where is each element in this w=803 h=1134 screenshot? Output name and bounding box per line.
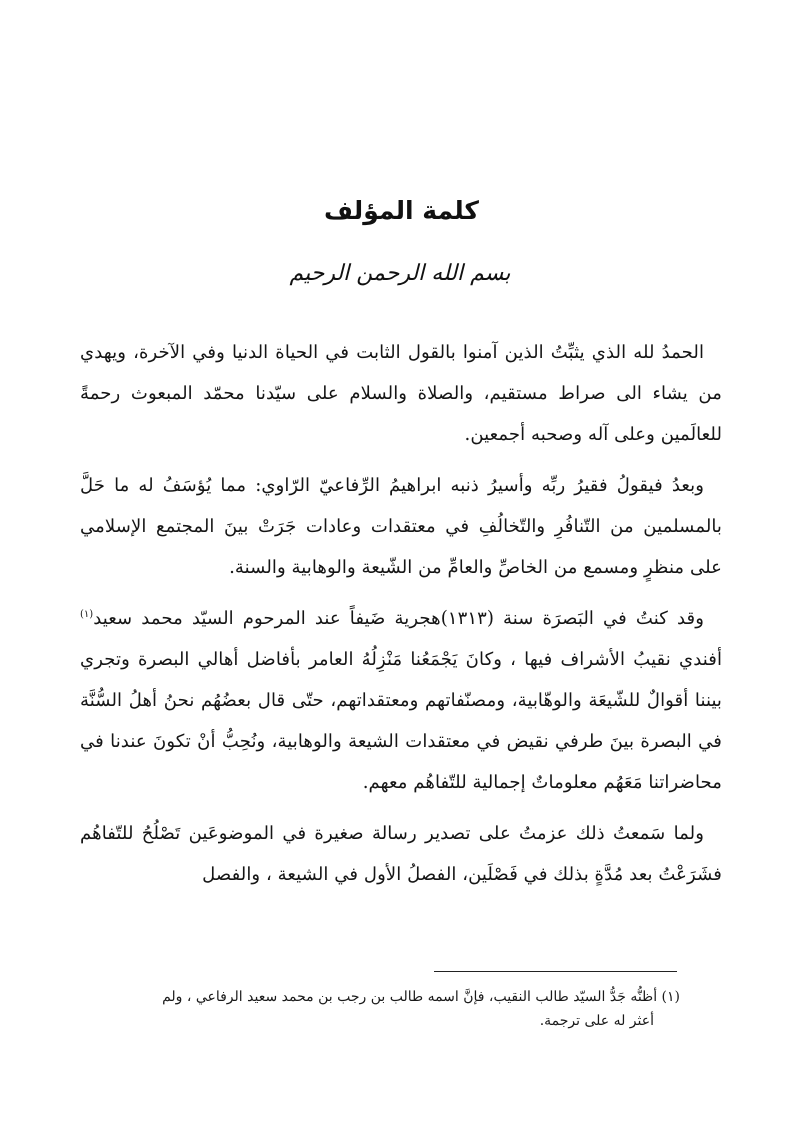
paragraph-3-cont: أفندي نقيبُ الأشراف فيها ، وكانَ يَجْمَعُنا مَنْزِلُهُ العامر بأفاضل أهالي البصرة وتجري بيننا أقوالٌ للشّيعَة والوهّابية، ومصنّفاتهم ومعتقداتهم، حتّى قال بعضُهُم نحنُ أهلُ السُّنَّة في البصرة بينَ طرفي نقيض في معتقدات الشيعة والوهابية، ونُحِبُّ أنْ تكونَ عندنا في محاضراتنا مَعَهُم معلوماتٌ إجمالية للتّفاهُم معهم. bbox=[80, 649, 722, 793]
footnotes bbox=[120, 985, 680, 1033]
chapter-title: كلمة المؤلف bbox=[324, 196, 479, 225]
paragraph-3 bbox=[80, 598, 722, 803]
basmala-calligraphy bbox=[280, 240, 520, 298]
footnote-line-2: أعثر له على ترجمة. bbox=[539, 1013, 654, 1029]
footnote-line-1: (١) أظنُّه جَدُّ السيّد طالب النقيب، فإنَّ اسمه طالب بن رجب بن محمد سعيد الرفاعي ، ولم bbox=[162, 989, 680, 1005]
footnote-reference[interactable]: (١) bbox=[80, 608, 94, 620]
body-text bbox=[80, 332, 722, 905]
basmala-text: بسم الله الرحمن الرحيم bbox=[289, 261, 511, 286]
paragraph-4: ولما سَمعتُ ذلك عزمتُ على تصدير رسالة صغيرة في الموضوعَين تَصْلُحُ للتّفاهُم فشَرَعْتُ بعد مُدَّةٍ بذلك في فَصْلَين، الفصلُ الأول في الشيعة ، والفصل bbox=[80, 823, 722, 885]
paragraph-2: وبعدُ فيقولُ فقيرُ ربِّه وأسيرُ ذنبه ابراهيمُ الرِّفاعيّ الرّاوي: مما يُؤسَفُ له ما حَلَّ بالمسلمين من التّنافُرِ والتّخالُفِ في معتقدات وعادات جَرَتْ بينَ المجتمع الإسلامي على منظرٍ ومسمع من الخاصِّ والعامِّ من الشّيعة والوهابية والسنة. bbox=[80, 475, 722, 578]
footnote-divider bbox=[434, 971, 677, 972]
paragraph-1: الحمدُ لله الذي يثبِّتُ الذين آمنوا بالقول الثابت في الحياة الدنيا وفي الآخرة، ويهدي من يشاء الى صراط مستقيم، والصلاة والسلام على سيّدنا محمّد المبعوث رحمةً للعالَمين وعلى آله وصحبه أجمعين. bbox=[80, 342, 722, 445]
paragraph-3-text: وقد كنتُ في البَصرَة سنة (١٣١٣)هجرية ضَيفاً عند المرحوم السيّد محمد سعيد bbox=[93, 608, 704, 629]
